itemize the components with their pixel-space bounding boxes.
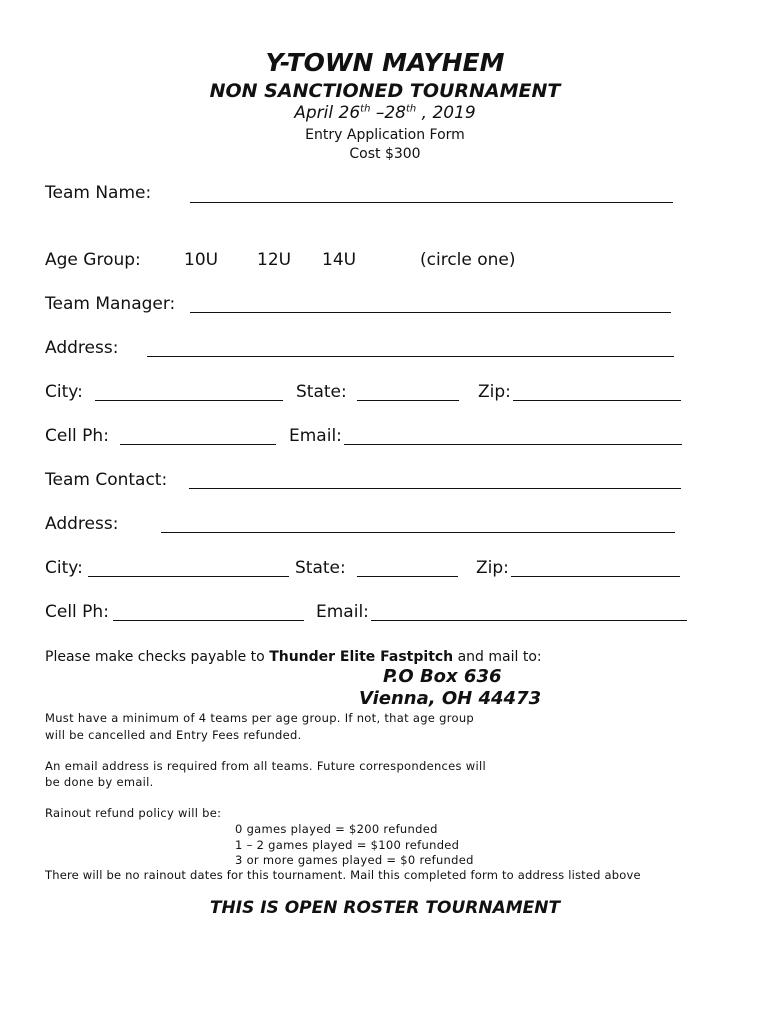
tournament-dates [0,103,770,123]
form-name: Entry Application Form [305,127,465,143]
payment-prefix: Please make checks payable to [45,649,270,665]
manager-email-field[interactable] [344,444,682,445]
open-roster-banner: THIS IS OPEN ROSTER TOURNAMENT [209,898,561,918]
team-manager-label: Team Manager: [45,294,176,314]
payee-name: Thunder Elite Fastpitch [269,649,454,665]
contact-zip-label: Zip: [476,558,509,578]
date-sep: –28 [370,103,406,123]
rainout-item: 1 – 2 games played = $100 refunded [235,838,460,852]
contact-cell-label: Cell Ph: [45,602,109,622]
contact-address-field[interactable] [161,532,675,533]
age-option-14u[interactable]: 14U [322,250,357,270]
manager-address-label: Address: [45,338,119,358]
mail-po-box: P.O Box 636 [383,666,502,687]
mail-city-line: Vienna, OH 44473 [359,688,542,709]
contact-state-label: State: [295,558,346,578]
manager-cell-label: Cell Ph: [45,426,109,446]
manager-state-label: State: [296,382,347,402]
contact-cell-field[interactable] [113,620,304,621]
team-name-field[interactable] [190,202,673,203]
age-group-label: Age Group: [45,250,141,270]
team-contact-field[interactable] [189,488,681,489]
team-manager-field[interactable] [190,312,671,313]
rainout-item: 3 or more games played = $0 refunded [235,853,474,867]
contact-zip-field[interactable] [511,576,680,577]
date-start-sup: th [360,103,371,115]
manager-zip-field[interactable] [513,400,681,401]
payment-suffix: and mail to: [453,649,542,665]
min-teams-note-1: Must have a minimum of 4 teams per age group. If not, that age group [45,711,475,725]
payment-instructions [45,649,542,665]
email-note-2: be done by email. [45,775,154,789]
date-year: , 2019 [416,103,476,123]
contact-address-label: Address: [45,514,119,534]
manager-city-field[interactable] [95,400,283,401]
contact-city-label: City: [45,558,83,578]
manager-email-label: Email: [289,426,342,446]
contact-email-label: Email: [316,602,369,622]
circle-one-hint: (circle one) [420,250,516,270]
manager-state-field[interactable] [357,400,459,401]
contact-state-field[interactable] [357,576,458,577]
manager-address-field[interactable] [147,356,674,357]
manager-zip-label: Zip: [478,382,511,402]
contact-city-field[interactable] [88,576,289,577]
team-contact-label: Team Contact: [45,470,168,490]
manager-cell-field[interactable] [120,444,276,445]
team-name-label: Team Name: [45,183,152,203]
manager-city-label: City: [45,382,83,402]
contact-email-field[interactable] [371,620,687,621]
rainout-title: Rainout refund policy will be: [45,806,222,820]
rainout-item: 0 games played = $200 refunded [235,822,438,836]
no-rainout-note: There will be no rainout dates for this tournament. Mail this completed form to address listed above [45,868,641,882]
min-teams-note-2: will be cancelled and Entry Fees refunded. [45,728,302,742]
age-option-12u[interactable]: 12U [257,250,292,270]
form-title: Y-TOWN MAYHEM [265,48,505,77]
cost: Cost $300 [349,146,421,162]
email-note-1: An email address is required from all teams. Future correspondences will [45,759,486,773]
form-subtitle: NON SANCTIONED TOURNAMENT [209,80,561,102]
date-end-sup: th [405,103,417,115]
age-option-10u[interactable]: 10U [184,250,219,270]
date-start: April 26 [294,103,361,123]
